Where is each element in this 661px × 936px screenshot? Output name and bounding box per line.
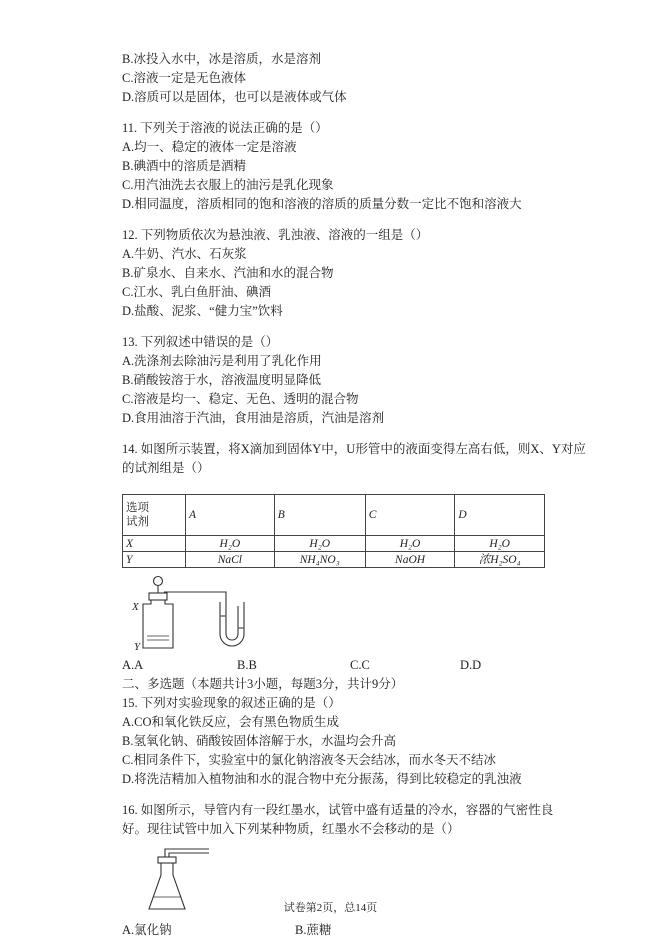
page-footer: 试卷第2页，总14页 — [283, 902, 378, 914]
q11-option-a: A.均一、稳定的液体一定是溶液 — [122, 140, 297, 154]
section2-header: 二、多选题（本题共计3小题，每题3分，共计9分） — [122, 677, 404, 691]
q10-option-d: D.溶质可以是固体，也可以是液体或气体 — [122, 90, 347, 104]
table-corner-bottom: 试剂 — [126, 516, 149, 528]
q11-option-b: B.碘酒中的溶质是酒精 — [122, 159, 246, 173]
table-header-d: D — [455, 495, 545, 536]
table-header-b: B — [274, 495, 365, 536]
q16-options-row — [122, 921, 422, 936]
q13-option-b: B.硝酸铵溶于水，溶液温度明显降低 — [122, 373, 321, 387]
table-cell-xb: H₂O — [274, 536, 365, 552]
q16-stem-line1: 16. 如图所示，导管内有一段红墨水，试管中盛有适量的冷水，容器的气密性良 — [122, 803, 554, 817]
table-cell-yc: NaOH — [365, 552, 455, 568]
figure-label-y: Y — [134, 641, 141, 653]
table-corner-top: 选项 — [126, 502, 149, 514]
table-row-x-label: X — [123, 536, 186, 552]
q14-apparatus-figure — [124, 574, 545, 654]
q15-option-a: A.CO和氧化铁反应，会有黑色物质生成 — [122, 715, 340, 729]
q10-option-c: C.溶液一定是无色液体 — [122, 71, 246, 85]
q13-option-a: A.洗涤剂去除油污是利用了乳化作用 — [122, 354, 322, 368]
q16-stem-line2: 好。现往试管中加入下列某种物质，红墨水不会移动的是（） — [122, 822, 460, 836]
flask-stopper-icon — [158, 857, 176, 863]
q15-option-d: D.将洗洁精加入植物油和水的混合物中充分振荡，得到比较稳定的乳浊液 — [122, 772, 522, 786]
u-tube-icon — [220, 602, 244, 646]
table-cell-yb: NH₄NO₃ — [274, 552, 365, 568]
q12-option-d: D.盐酸、泥浆、“健力宝”饮料 — [122, 304, 283, 318]
dropper-bulb-icon — [154, 577, 163, 586]
table-cell-yd: 浓H₂SO₄ — [455, 552, 545, 568]
q14-reagent-table — [122, 494, 545, 568]
table-cell-xd: H₂O — [455, 536, 545, 552]
table-header-a: A — [186, 495, 275, 536]
q15-option-b: B.氢氧化钠、硝酸铵固体溶解于水，水温均会升高 — [122, 734, 396, 748]
table-cell-xc: H₂O — [365, 536, 455, 552]
q15-stem: 15. 下列对实验现象的叙述正确的是（） — [122, 696, 341, 710]
table-corner-cell — [123, 495, 186, 536]
q14-answer-row — [122, 656, 542, 675]
q11-option-d: D.相同温度，溶质相同的饱和溶液的溶质的质量分数一定比不饱和溶液大 — [122, 197, 522, 211]
q14-answer-b: B.B — [237, 658, 257, 672]
q13-stem: 13. 下列叙述中错误的是（） — [122, 335, 279, 349]
table-row-y-label: Y — [123, 552, 186, 568]
table-cell-xa: H₂O — [186, 536, 275, 552]
q14-answer-a: A.A — [122, 658, 144, 672]
table-cell-ya: NaCl — [186, 552, 275, 568]
q16-option-b: B.蔗糖 — [295, 923, 332, 936]
q12-option-a: A.牛奶、汽水、石灰浆 — [122, 247, 247, 261]
q14-answer-c: C.C — [350, 658, 370, 672]
q14-stem-line2: 的试剂组是（） — [122, 461, 210, 475]
q14-answer-d: D.D — [460, 658, 482, 672]
q12-option-b: B.矿泉水、自来水、汽油和水的混合物 — [122, 266, 334, 280]
q16-option-a: A.氯化钠 — [122, 923, 172, 936]
q12-option-c: C.江水、乳白鱼肝油、碘酒 — [122, 285, 271, 299]
figure-label-x: X — [132, 601, 139, 613]
bottle-icon — [143, 600, 173, 648]
table-header-c: C — [365, 495, 455, 536]
q10-option-b: B.冰投入水中，冰是溶质，水是溶剂 — [122, 52, 321, 66]
q11-option-c: C.用汽油洗去衣服上的油污是乳化现象 — [122, 178, 334, 192]
q12-stem: 12. 下列物质依次为悬浊液、乳浊液、溶液的一组是（） — [122, 228, 429, 242]
q15-option-c: C.相同条件下，实验室中的氯化钠溶液冬天会结冰，而水冬天不结冰 — [122, 753, 496, 767]
q14-stem-line1: 14. 如图所示装置，将X滴加到固体Y中，U形管中的液面变得左高右低，则X、Y对应 — [122, 442, 586, 456]
stopper-icon — [149, 593, 167, 600]
q13-option-c: C.溶液是均一、稳定、无色、透明的混合物 — [122, 392, 359, 406]
q13-option-d: D.食用油溶于汽油，食用油是溶质，汽油是溶剂 — [122, 411, 385, 425]
q11-stem: 11. 下列关于溶液的说法正确的是（） — [122, 121, 328, 135]
